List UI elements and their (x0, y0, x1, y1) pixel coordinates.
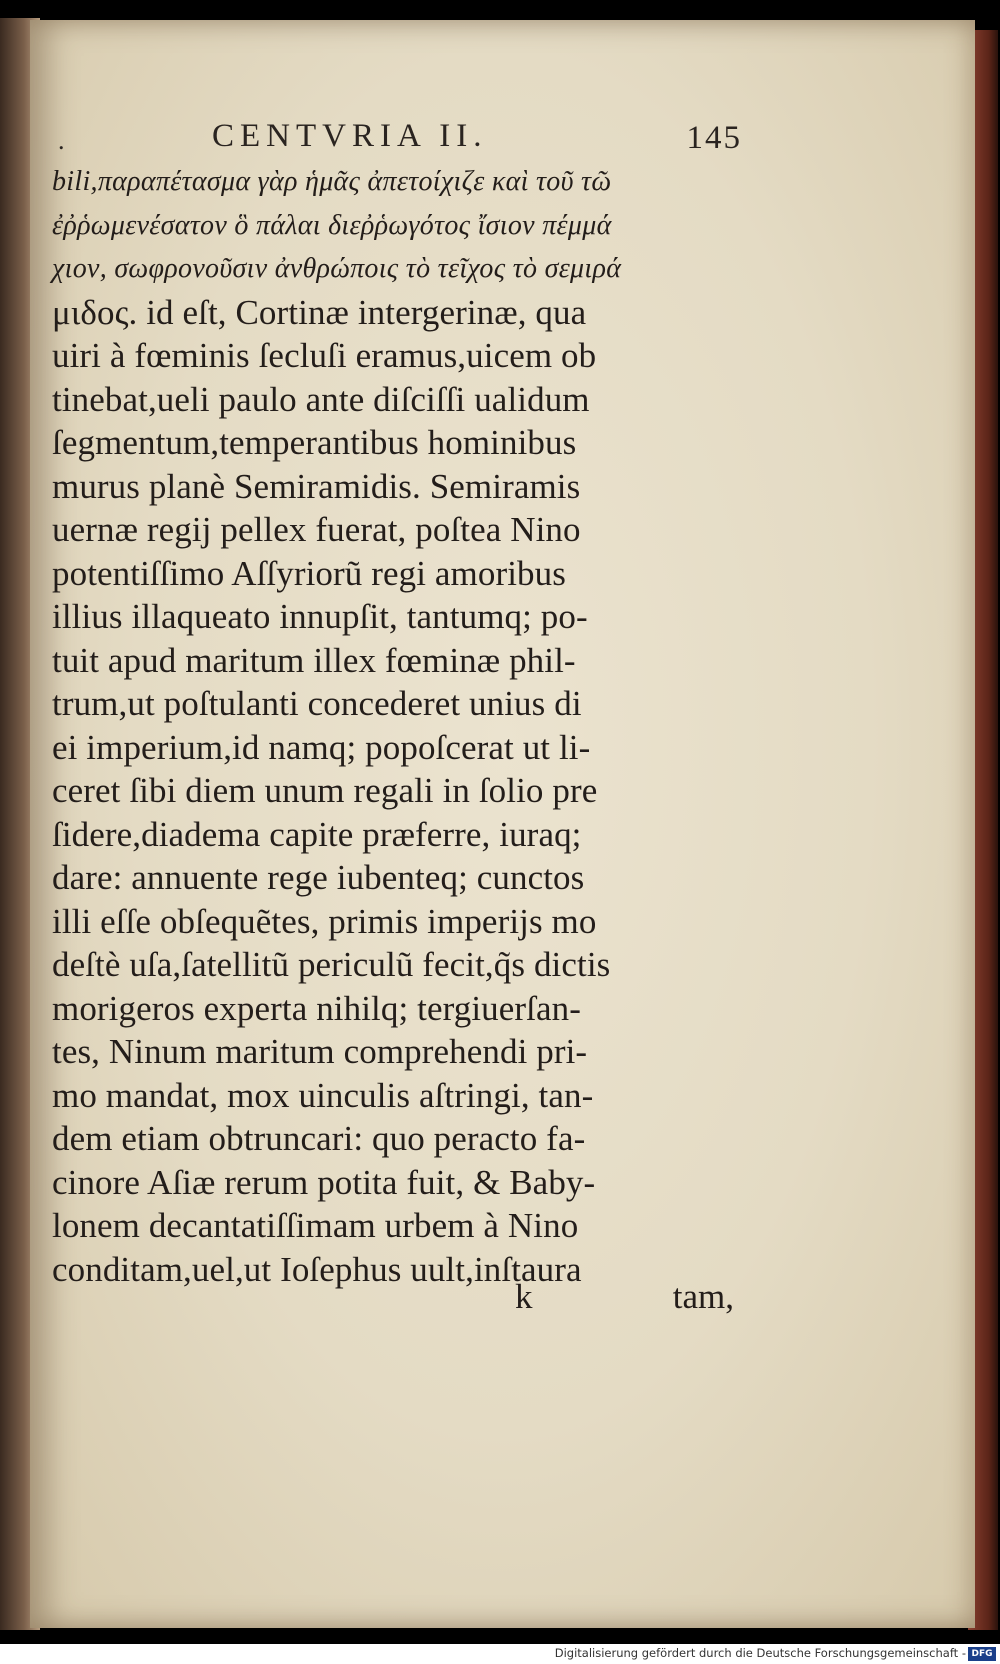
text-line: uiri à fœminis ſecluſi eramus,uicem ob (52, 336, 597, 375)
text-line: potentiſſimo Aſſyriorũ regi amoribus (52, 553, 566, 593)
text-line: tinebat,ueli paulo ante diſciſſi ualidum (52, 379, 590, 419)
text-line: dare: annuente rege iubenteq; cunctos (52, 858, 585, 897)
running-title: CENTVRIA II. (212, 118, 488, 154)
text-line: deſtè uſa,ſatellitũ periculũ fecit,q̃s dictis (52, 945, 611, 984)
header-dot: . (58, 126, 65, 155)
text-line: conditam,uel,ut Ioſephus uult,inſtaura (52, 1249, 582, 1289)
text-line: murus planè Semiramidis. Semiramis (52, 466, 581, 506)
text-line: uernæ regij pellex fuerat, poſtea Nino (52, 510, 581, 549)
text-line: ἐῤῥωμενέσατον ὃ πάλαι διεῤῥωγότος ἴσιον πέμμά (52, 209, 612, 241)
text-line: tes, Ninum maritum comprehendi pri- (52, 1032, 588, 1071)
text-line: trum,ut poſtulanti concederet unius di (52, 684, 582, 723)
text-line: morigeros experta nihilq; tergiuerſan- (52, 988, 581, 1028)
text-line: χιον, σωφρονοῦσιν ἀνθρώποις τὸ τεῖχος τὸ σεμιρά (52, 253, 622, 284)
text-line: bili,παραπέτασμα γὰρ ἡμᾶς ἀπετοίχιζε καὶ τοῦ τῶ (52, 166, 612, 197)
text-line: mo mandat, mox uinculis aſtringi, tan- (52, 1075, 594, 1115)
signature-mark: k (515, 1277, 533, 1316)
text-line: illi eſſe obſequẽtes, primis imperijs mo (52, 901, 597, 941)
body-text (52, 160, 752, 1291)
text-line: μιδος. id eſt, Cortinæ intergerinæ, qua (52, 292, 587, 332)
running-header (52, 118, 742, 158)
digitization-credit: Digitalisierung gefördert durch die Deutsche Forschungsgemeinschaft - (554, 1646, 966, 1660)
page-number: 145 (686, 120, 742, 156)
text-line: ſegmentum,temperantibus hominibus (52, 423, 577, 462)
text-line: tuit apud maritum illex fœminæ phil- (52, 640, 576, 680)
text-line: cinore Aſiæ rerum potita fuit, & Baby- (52, 1162, 596, 1202)
catch-row (52, 1277, 752, 1327)
text-line: illius illaqueato innupſit, tantumq; po- (52, 597, 588, 636)
dfg-logo: DFG (968, 1647, 996, 1661)
text-line: ceret ſibi diem unum regali in ſolio pre (52, 771, 598, 810)
text-line: dem etiam obtruncari: quo peracto fa- (52, 1119, 586, 1158)
catchword: tam, (672, 1277, 734, 1316)
text-line: lonem decantatiſſimam urbem à Nino (52, 1206, 579, 1245)
text-line: ei imperium,id namq; popoſcerat ut li- (52, 727, 591, 767)
text-line: ſidere,diadema capite præferre, iuraq; (52, 814, 582, 854)
